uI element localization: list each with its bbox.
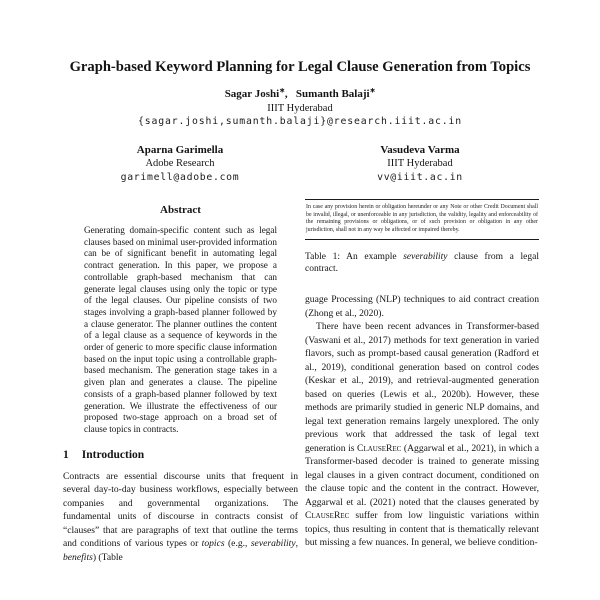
body-paragraph: There have been recent advances in Transformer-based (Vaswani et al., 2017) methods for text generation in varied flavors, such as prompt-based causal generation (Radford et al., 2019), conditional generation based on control codes (Keskar et al., 2019), and retrieval-augmented generation based on queries (Lewis et al., 2020b). However, these methods are primarily studied in generic NLP domains, and legal text generation remains largely unexplored. The only previous work that addressed the task of legal text generation is ClauseRec (Aggarwal et al., 2021), in which a Transformer-based decoder is trained to generate missing legal clauses in a given contract document, conditioned on the clause topic and the content in the contract. However, Aggarwal et al. (2021) noted that the clauses generated by ClauseRec suffer from low linguistic variations within topics, thus resulting in content that is thematically relevant but missing a few nuances. In general, we believe condition- [305, 321, 540, 548]
section-number: 1 [63, 448, 69, 461]
author-email: vv@iiit.ac.in [377, 172, 463, 183]
paper-title: Graph-based Keyword Planning for Legal Clause Generation from Topics [69, 59, 531, 75]
author-affiliation: Adobe Research [145, 158, 215, 169]
table1-caption: Table 1: An example severability clause from a legal contract. [305, 252, 539, 274]
abstract-heading: Abstract [160, 204, 201, 216]
author-block-left [60, 143, 300, 185]
author-affiliation: IIIT Hyderabad [387, 158, 453, 169]
abstract-text: Generating domain-specific content such as legal clauses based on minimal user-provided information can be of significant benefit in automating legal contract generation. In this paper, we propose a controllable graph-based mechanism that can generate legal clauses using only the topic or type of the legal clauses. Our pipeline consists of two stages involving a graph-based planner followed by a clause generator. The planner outlines the content of a legal clause as a sequence of keywords in the order of generic to more specific clause information based on the input topic using a controllable graph-based mechanism. The generation stage takes in a given plan and generates a clause. The pipeline consists of a graph-based planner followed by text generation. We illustrate the effectiveness of our proposed two-stage approach on a broad set of clause topics in contracts. [84, 225, 277, 434]
intro-paragraph: Contracts are essential discourse units that frequent in several day-to-day business workflows, especially between companies and governmental organizations. The fundamental units of discourse in contracts consist of “clauses” that are paragraphs of text that outline the terms and conditions of various types or topics (e.g., severability, benefits) (Table [63, 470, 298, 563]
author-email: garimell@adobe.com [120, 172, 240, 183]
author-email: {sagar.joshi,sumanth.balaji}@research.iiit.ac.in [138, 116, 462, 127]
author-name: Aparna Garimella [136, 144, 224, 156]
left-column [63, 204, 298, 564]
author-affiliation: IIIT Hyderabad [267, 103, 333, 114]
author-names: Sagar Joshi∗, Sumanth Balaji∗ [224, 87, 376, 100]
section-1-heading [63, 449, 298, 461]
body-paragraph: guage Processing (NLP) techniques to aid contract creation (Zhong et al., 2020). [305, 294, 539, 319]
author-name: Vasudeva Varma [380, 144, 460, 156]
right-column [305, 199, 539, 550]
section-title: Introduction [81, 448, 145, 461]
table1-clause-box: In case any provision herein or obligation hereunder or any Note or other Credit Document shall be invalid, illegal, or unenforceable in any jurisdiction, the validity, legality and enforceability of the remaining provisions or obligations, or of such provision or obligation in any other jurisdiction, shall not in any way be affected or impaired thereby. [305, 199, 539, 240]
author-block-right [300, 143, 540, 185]
